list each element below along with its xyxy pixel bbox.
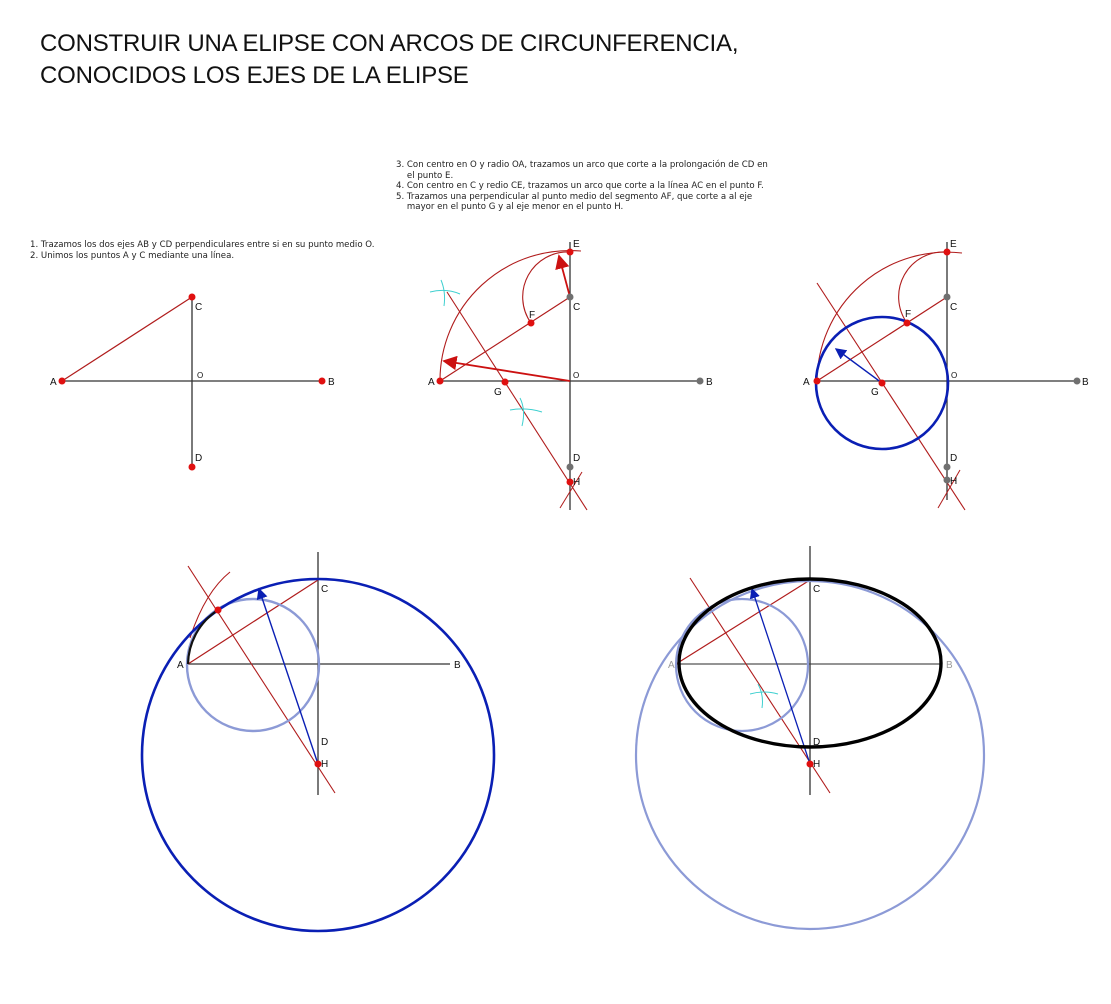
radius-oa-arrow [444, 361, 570, 381]
step-4: 4. Con centro en C y redio CE, trazamos un arco que corte a la línea AC en el punto F. [396, 181, 764, 192]
label-g: G [871, 387, 879, 398]
label-b: B [1082, 377, 1089, 388]
point-c [567, 294, 574, 301]
point-d [567, 464, 574, 471]
label-c: C [813, 584, 821, 595]
point-g [502, 379, 509, 386]
line-ac [62, 297, 192, 381]
step-5b: mayor en el punto G y al eje menor en el punto H. [396, 202, 624, 213]
label-a: A [803, 377, 810, 388]
label-f: F [529, 310, 536, 321]
panel-step-1-2 [50, 294, 335, 471]
point-a [437, 378, 444, 385]
panel-circle-g [803, 239, 1089, 510]
label-a: A [177, 660, 184, 671]
circle-center-g [676, 599, 808, 731]
label-g: G [494, 387, 502, 398]
label-d: D [321, 737, 329, 748]
label-c: C [573, 302, 581, 313]
point-a [59, 378, 66, 385]
radius-ce-arrow [559, 256, 570, 297]
label-h: H [321, 759, 329, 770]
label-h: H [813, 759, 821, 770]
point-b [319, 378, 326, 385]
radius-h-arrow [752, 589, 810, 764]
point-a [814, 378, 821, 385]
compass-marks [750, 684, 778, 708]
perpendicular-bisector-af [447, 292, 587, 510]
line-ac [440, 297, 570, 381]
label-d: D [813, 737, 821, 748]
point-d [189, 464, 196, 471]
label-f: F [905, 309, 912, 320]
label-b: B [706, 377, 713, 388]
point-g [879, 380, 886, 387]
arc-e-center-o [440, 251, 581, 381]
panel-circle-h [142, 552, 494, 931]
label-c: C [321, 584, 329, 595]
point-c [944, 294, 951, 301]
panel-step-3-5 [428, 239, 713, 510]
point-b [1074, 378, 1081, 385]
label-d: D [950, 453, 958, 464]
step-1: 1. Trazamos los dos ejes AB y CD perpendiculares entre si en su punto medio O. [30, 240, 375, 250]
page-title-line-1: CONSTRUIR UNA ELIPSE CON ARCOS DE CIRCUNFERENCIA, [40, 30, 739, 57]
label-b: B [328, 377, 335, 388]
label-h: H [950, 476, 958, 487]
point-b [697, 378, 704, 385]
label-o: O [573, 371, 580, 380]
point-f [904, 320, 911, 327]
step-3b: el punto E. [396, 170, 454, 181]
label-o: O [197, 371, 204, 380]
label-h: H [573, 477, 581, 488]
point-c [189, 294, 196, 301]
label-b: B [454, 660, 461, 671]
radius-h-arrow [259, 589, 318, 764]
label-e: E [573, 239, 580, 250]
line-ac [817, 297, 947, 381]
label-a: A [428, 377, 435, 388]
panel-final-ellipse [636, 546, 984, 929]
label-e: E [950, 239, 957, 250]
label-b: B [946, 660, 953, 671]
step-3a: 3. Con centro en O y radio OA, trazamos un arco que corte a la prolongación de CD en [396, 160, 768, 170]
label-c: C [950, 302, 958, 313]
label-a: A [668, 660, 675, 671]
step-2: 2. Unimos los puntos A y C mediante una línea. [30, 250, 235, 261]
point-d [944, 464, 951, 471]
step-5a: 5. Trazamos una perpendicular al punto medio del segmento AF, que corte a al eje [396, 191, 753, 202]
page-title-line-2: CONOCIDOS LOS EJES DE LA ELIPSE [40, 62, 469, 89]
point-tangent [215, 607, 222, 614]
label-d: D [573, 453, 581, 464]
label-c: C [195, 302, 203, 313]
label-d: D [195, 453, 203, 464]
label-o: O [951, 371, 958, 380]
label-a: A [50, 377, 57, 388]
